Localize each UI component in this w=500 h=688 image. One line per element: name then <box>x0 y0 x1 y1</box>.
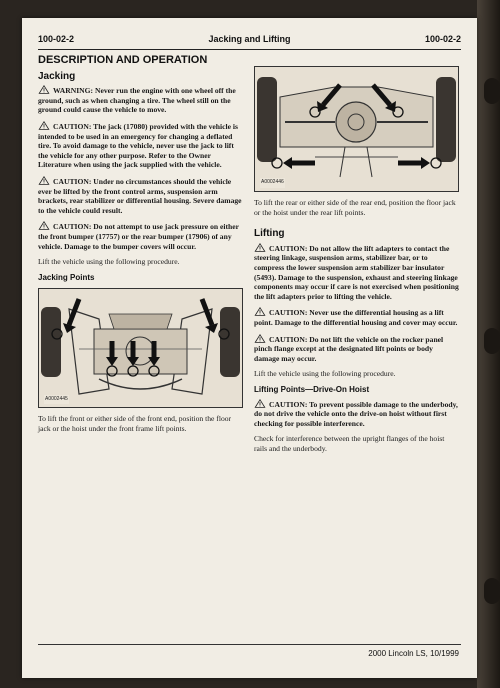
binder-hole-top <box>484 78 500 104</box>
lifting-heading: Lifting <box>254 228 285 240</box>
lifting-caution-1 <box>254 243 459 302</box>
manual-page <box>22 18 477 678</box>
section-title: DESCRIPTION AND OPERATION <box>38 54 208 66</box>
binder-hole-bottom <box>484 578 500 604</box>
header-title: Jacking and Lifting <box>208 34 291 44</box>
front-underbody-illustration <box>39 289 242 407</box>
lifting-caution-1-text: CAUTION: Do not allow the lift adapters to contact the steering linkage, suspension arms, stabilizer bar, or to compress the lower suspension arm stabilizer bar insulator (5493). Damage to the suspension, exhaust and steering linkage components may occur if care is not exercised when positioning the lift adapters prior to lifting the vehicle. <box>254 243 459 301</box>
jacking-caution-1 <box>38 121 243 170</box>
jacking-caution-2-text: CAUTION: Under no circumstances should the vehicle ever be lifted by the front control arms, suspension arm brackets, rear stabilizer or differential housing. Severe damage to the vehicle could result. <box>38 176 242 215</box>
lifting-caution-2-text: CAUTION: Never use the differential housing as a lift point. Damage to the differential housing and cover may occur. <box>254 308 458 327</box>
rear-underbody-illustration <box>255 67 458 191</box>
rear-lift-points-figure <box>254 66 459 192</box>
jacking-caution-2 <box>38 176 243 215</box>
front-lift-points-figure <box>38 288 243 408</box>
jacking-warning <box>38 85 243 115</box>
jacking-heading: Jacking <box>38 70 76 82</box>
left-column <box>38 56 243 439</box>
jacking-caution-1-text: CAUTION: The jack (17080) provided with the vehicle is intended to be used in an emergency for changing a deflated tire. To avoid damage to the vehicle, never use the jack to lift the vehicle for any other purpose. Refer to the Owner Literature when using the jack supplied with the vehicle. <box>38 121 238 170</box>
warning-triangle-icon <box>254 243 266 252</box>
warning-triangle-icon <box>254 399 266 408</box>
warning-triangle-icon <box>38 85 50 94</box>
jacking-caution-3-text: CAUTION: Do not attempt to use jack pressure on either the front bumper (17757) or the rear bumper (17906) of any vehicle. Damage to the bumper covers will occur. <box>38 222 239 251</box>
drive-on-caution <box>254 399 459 429</box>
jacking-points-heading: Jacking Points <box>38 272 95 282</box>
drive-on-note: Check for interference between the upright flanges of the hoist rails and the underbody. <box>254 434 445 453</box>
drive-on-caution-text: CAUTION: To prevent possible damage to the underbody, do not drive the vehicle onto the drive-on hoist without first checking for possible interference. <box>254 399 458 428</box>
warning-triangle-icon <box>254 334 266 343</box>
page-header <box>38 32 461 48</box>
page-number-left: 100-02-2 <box>38 34 75 44</box>
page-footer: 2000 Lincoln LS, 10/1999 <box>368 649 459 658</box>
right-column <box>254 66 459 459</box>
warning-triangle-icon <box>254 307 266 316</box>
rear-figure-caption: To lift the rear or either side of the rear end, position the floor jack or the hoist under the rear lift points. <box>254 198 456 217</box>
jacking-warning-text: WARNING: Never run the engine with one wheel off the ground, such as when changing a tire. The wheel still on the ground could cause the vehicle to move. <box>38 86 236 115</box>
lifting-caution-3-text: CAUTION: Do not lift the vehicle on the rocker panel pinch flange except at the designated lift points or body damage may occur. <box>254 334 444 363</box>
binder-hole-middle <box>484 328 500 354</box>
warning-triangle-icon <box>38 221 50 230</box>
front-figure-id: A0002445 <box>44 395 69 405</box>
footer-rule <box>38 644 461 645</box>
warning-triangle-icon <box>38 121 50 130</box>
jacking-procedure: Lift the vehicle using the following procedure. <box>38 257 180 267</box>
header-rule <box>38 49 461 50</box>
front-figure-caption: To lift the front or either side of the front end, position the floor jack or the hoist under the front frame lift points. <box>38 414 232 433</box>
lifting-caution-2 <box>254 307 459 327</box>
lifting-caution-3 <box>254 334 459 364</box>
page-number-right: 100-02-2 <box>424 34 461 44</box>
rear-figure-id: A0002446 <box>260 178 285 188</box>
jacking-caution-3 <box>38 221 243 251</box>
drive-on-hoist-heading: Lifting Points—Drive-On Hoist <box>254 384 370 394</box>
lifting-procedure: Lift the vehicle using the following procedure. <box>254 369 396 379</box>
warning-triangle-icon <box>38 176 50 185</box>
